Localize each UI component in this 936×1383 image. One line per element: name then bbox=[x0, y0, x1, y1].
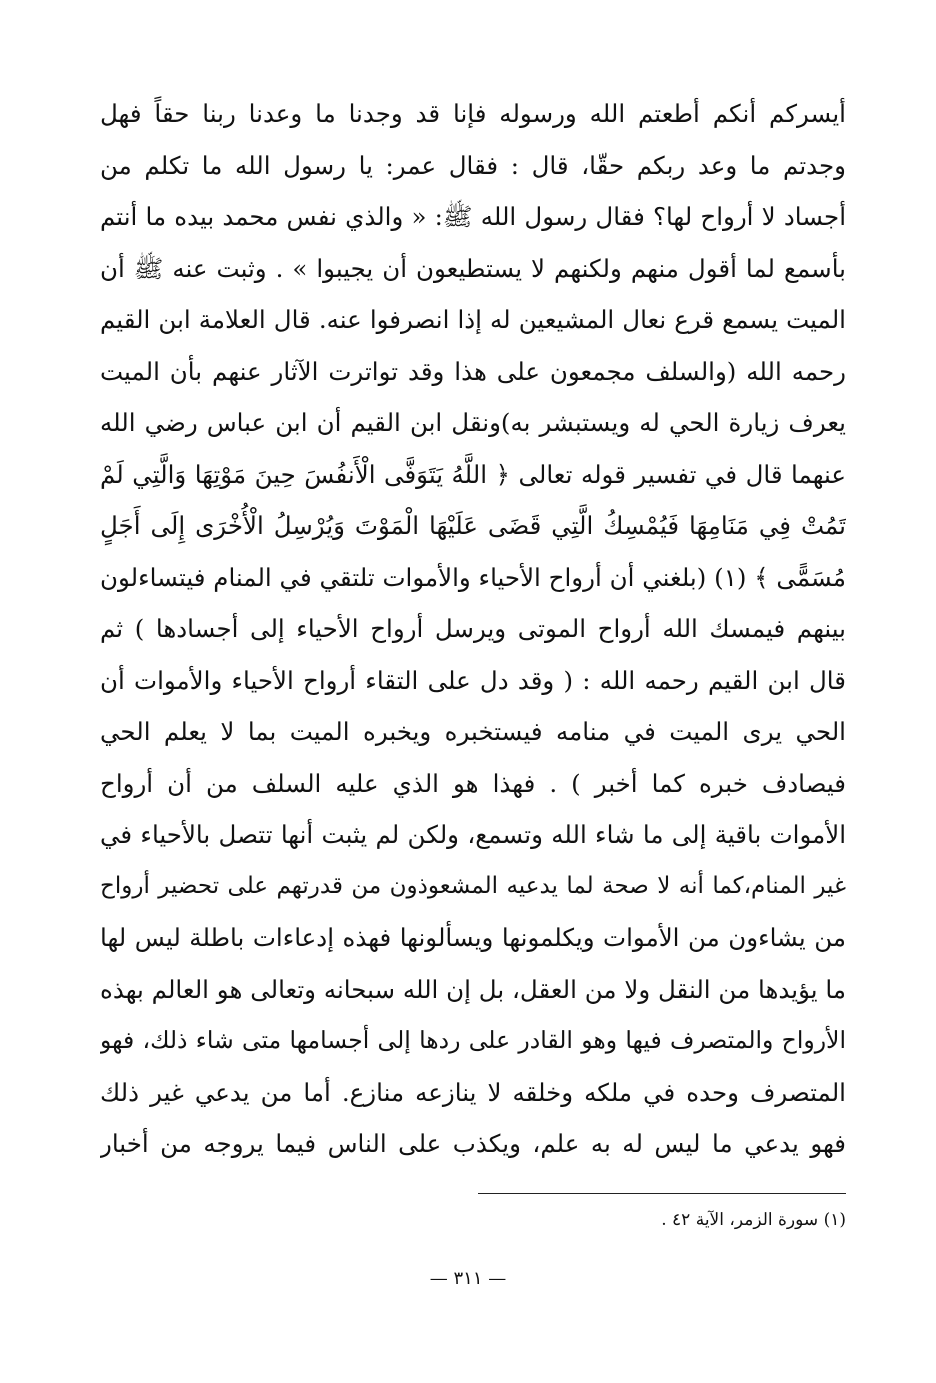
text-line: ما يؤيدها من النقل ولا من العقل، بل إن الله سبحانه وتعالى هو العالم بهذه bbox=[100, 974, 846, 1004]
footnote: (١) سورة الزمر، الآية ٤٢ . bbox=[661, 1210, 846, 1230]
text-line: أيسركم أنكم أطعتم الله ورسوله فإنا قد وجدنا ما وعدنا ربنا حقاً فهل bbox=[100, 99, 846, 128]
text-line: غير المنام،كما أنه لا صحة لما يدعيه المشعوذون من قدرتهم على تحضير أرواح bbox=[100, 872, 846, 899]
text-line: الميت يسمع قرع نعال المشيعين له إذا انصرفوا عنه. قال العلامة ابن القيم bbox=[100, 305, 846, 334]
text-line: رحمه الله (والسلف مجمعون على هذا وقد تواترت الآثار عنهم بأن الميت bbox=[100, 356, 846, 386]
text-line: بينهم فيمسك الله أرواح الموتى ويرسل أرواح الأحياء إلى أجسادها ) ثم bbox=[100, 614, 846, 643]
text-line: فهو يدعي ما ليس له به علم، ويكذب على الناس فيما يروجه من أخبار bbox=[100, 1129, 846, 1158]
text-line: الأموات باقية إلى ما شاء الله وتسمع، ولكن لم يثبت أنها تتصل بالأحياء في bbox=[100, 820, 846, 849]
footnote-divider bbox=[478, 1193, 846, 1194]
text-line: الحي يرى الميت في منامه فيستخبره ويخبره الميت بما لا يعلم الحي bbox=[100, 717, 846, 746]
text-line: أجساد لا أرواح لها؟ فقال رسول الله ﷺ: « والذي نفس محمد بيده ما أنتم bbox=[100, 202, 846, 231]
text-line: فيصادف خبره كما أخبر ) . فهذا هو الذي عليه السلف من أن أرواح bbox=[100, 768, 846, 798]
quran-verse-line: مُسَمًّى ﴾ (١) (بلغني أن أرواح الأحياء والأموات تلتقي في المنام فيتساءلون bbox=[100, 562, 846, 592]
text-line: قال ابن القيم رحمه الله : ( وقد دل على التقاء أرواح الأحياء والأموات أن bbox=[100, 665, 846, 695]
text-line: يعرف زيارة الحي له ويستبشر به)ونقل ابن القيم أن ابن عباس رضي الله bbox=[100, 408, 846, 437]
text-line: المتصرف وحده في ملكه وخلقه لا ينازعه منازع. أما من يدعي غير ذلك bbox=[100, 1077, 846, 1107]
page-body-text bbox=[100, 88, 846, 1170]
quran-verse-line: تَمُتْ فِي مَنَامِهَا فَيُمْسِكُ الَّتِي قَضَى عَلَيْهَا الْمَوْتَ وَيُرْسِلُ الْأُخْرَى إِلَى أَجَلٍ bbox=[100, 511, 846, 540]
text-line: بأسمع لما أقول منهم ولكنهم لا يستطيعون أن يجيبوا » . وثبت عنه ﷺ أن bbox=[100, 253, 846, 283]
text-line: الأرواح والمتصرف فيها وهو القادر على ردها إلى أجسامها متى شاء ذلك، فهو bbox=[100, 1026, 846, 1054]
quran-verse-line: عنهما قال في تفسير قوله تعالى ﴿ اللَّهُ يَتَوَفَّى الْأَنفُسَ حِينَ مَوْتِهَا وَالَّتِي لَمْ bbox=[100, 459, 846, 489]
text-line: وجدتم ما وعد ربكم حقّا، قال : فقال عمر: يا رسول الله ما تكلم من bbox=[100, 150, 846, 180]
page-number: — ٣١١ — bbox=[429, 1268, 507, 1289]
text-line: من يشاءون من الأموات ويكلمونها ويسألونها فهذه إدعاءات باطلة ليس لها bbox=[100, 923, 846, 952]
